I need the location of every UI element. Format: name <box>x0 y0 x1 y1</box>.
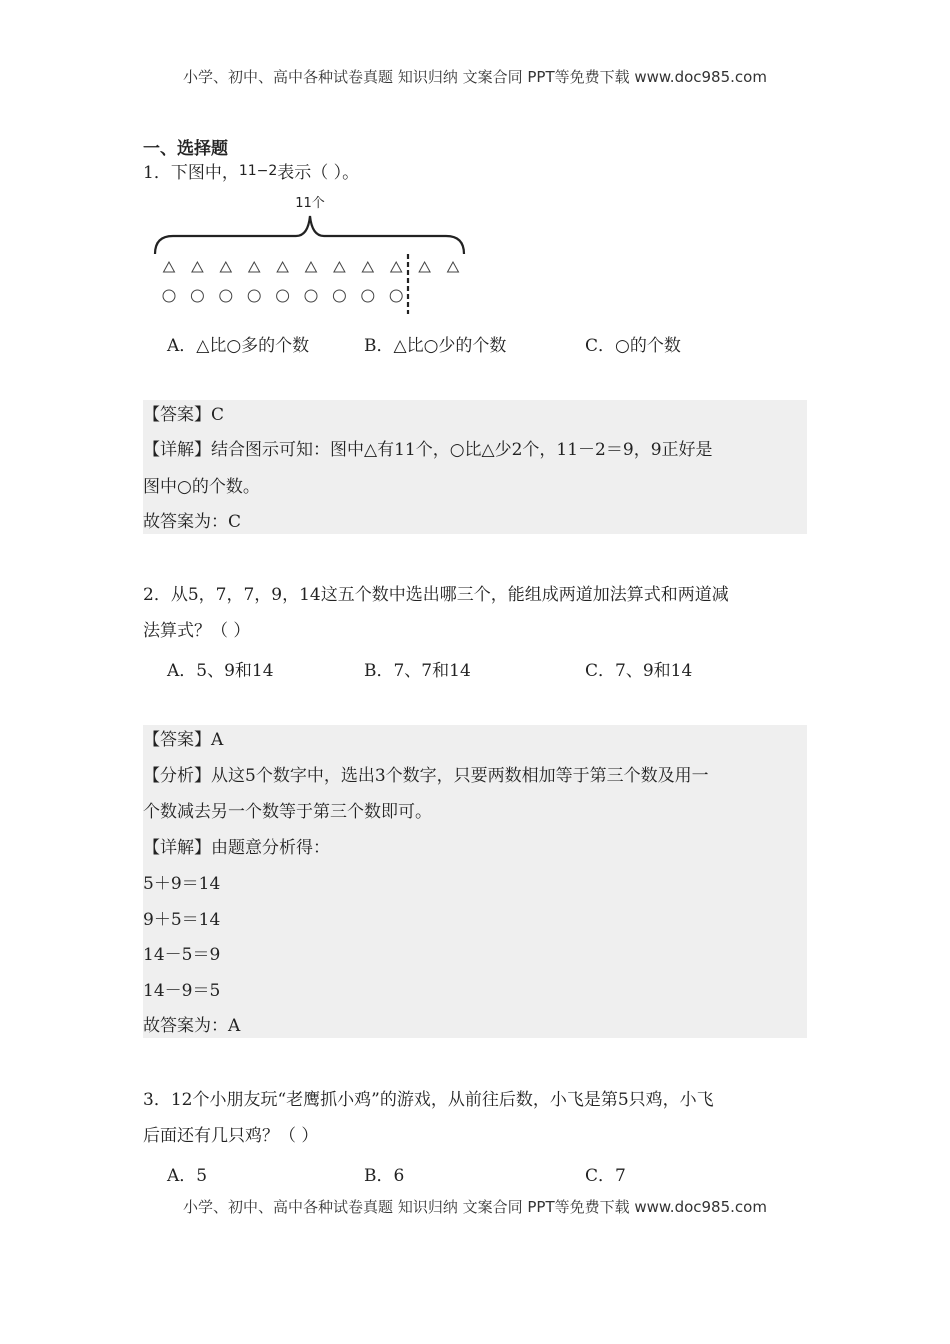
q1-suffix: 表示（ ）。 <box>277 163 360 183</box>
circle-shape <box>305 290 317 302</box>
triangle-shape <box>249 262 260 272</box>
triangle-shape <box>362 262 373 272</box>
q1-answer: 【答案】C <box>143 405 225 425</box>
q1-answer-box <box>143 400 807 534</box>
triangle-shape <box>334 262 345 272</box>
q2-analysis-line2: 个数减去另一个数等于第三个数即可。 <box>143 802 432 822</box>
triangle-shape <box>419 262 430 272</box>
triangle-shape <box>448 262 459 272</box>
triangle-shape <box>192 262 203 272</box>
triangle-shape <box>277 262 288 272</box>
q1-detail-line2: 图中○的个数。 <box>143 477 260 497</box>
q2-equation-2: 9＋5＝14 <box>143 910 221 930</box>
q2-option-b[interactable]: B．7、7和14 <box>364 661 471 681</box>
q2-option-a[interactable]: A．5、9和14 <box>167 661 274 681</box>
circle-shape <box>220 290 232 302</box>
q2-option-c[interactable]: C．7、9和14 <box>585 661 693 681</box>
circle-shape <box>390 290 402 302</box>
circle-row <box>163 290 402 302</box>
triangle-shape <box>220 262 231 272</box>
circle-shape <box>191 290 203 302</box>
circle-shape <box>277 290 289 302</box>
triangle-row <box>164 262 459 272</box>
q2-equation-4: 14－9＝5 <box>143 981 221 1001</box>
triangle-shape <box>164 262 175 272</box>
q2-analysis-line1: 【分析】从这5个数字中，选出3个数字，只要两数相加等于第三个数及用一 <box>143 766 709 786</box>
q1-stem <box>143 162 359 185</box>
q2-answer: 【答案】A <box>143 730 224 750</box>
section-title: 一、选择题 <box>143 139 228 159</box>
q1-prefix: 1．下图中， <box>143 163 239 183</box>
q2-equation-3: 14－5＝9 <box>143 945 221 965</box>
triangle-shape <box>391 262 402 272</box>
circle-shape <box>333 290 345 302</box>
q3-stem-line1: 3．12个小朋友玩“老鹰抓小鸡”的游戏，从前往后数，小飞是第5只鸡，小飞 <box>143 1090 714 1110</box>
q3-option-a[interactable]: A．5 <box>167 1166 208 1186</box>
q1-diagram <box>148 192 478 317</box>
page-header: 小学、初中、高中各种试卷真题 知识归纳 文案合同 PPT等免费下载 www.doc985.com <box>183 68 767 86</box>
circle-shape <box>248 290 260 302</box>
page-footer: 小学、初中、高中各种试卷真题 知识归纳 文案合同 PPT等免费下载 www.doc985.com <box>183 1198 767 1216</box>
q1-option-c[interactable]: C．○的个数 <box>585 336 681 356</box>
q2-detail: 【详解】由题意分析得： <box>143 838 330 858</box>
circle-shape <box>362 290 374 302</box>
q3-option-b[interactable]: B．6 <box>364 1166 405 1186</box>
triangle-shape <box>306 262 317 272</box>
q3-option-c[interactable]: C．7 <box>585 1166 626 1186</box>
q2-conclusion: 故答案为：A <box>143 1016 241 1036</box>
q1-expression: 11−2 <box>238 163 278 179</box>
brace-label: 11个 <box>295 196 325 211</box>
curly-brace <box>155 216 464 254</box>
q2-stem-line2: 法算式？（ ） <box>143 621 251 641</box>
q2-equation-1: 5＋9＝14 <box>143 874 221 894</box>
q2-stem-line1: 2．从5，7，7，9，14这五个数中选出哪三个，能组成两道加法算式和两道减 <box>143 585 729 605</box>
q1-conclusion: 故答案为：C <box>143 512 242 532</box>
q3-stem-line2: 后面还有几只鸡？（ ） <box>143 1126 319 1146</box>
q1-option-a[interactable]: A．△比○多的个数 <box>167 336 310 356</box>
q1-figure <box>148 192 478 321</box>
q1-option-b[interactable]: B．△比○少的个数 <box>364 336 507 356</box>
circle-shape <box>163 290 175 302</box>
q1-detail-line1: 【详解】结合图示可知：图中△有11个，○比△少2个，11－2＝9，9正好是 <box>143 440 713 460</box>
